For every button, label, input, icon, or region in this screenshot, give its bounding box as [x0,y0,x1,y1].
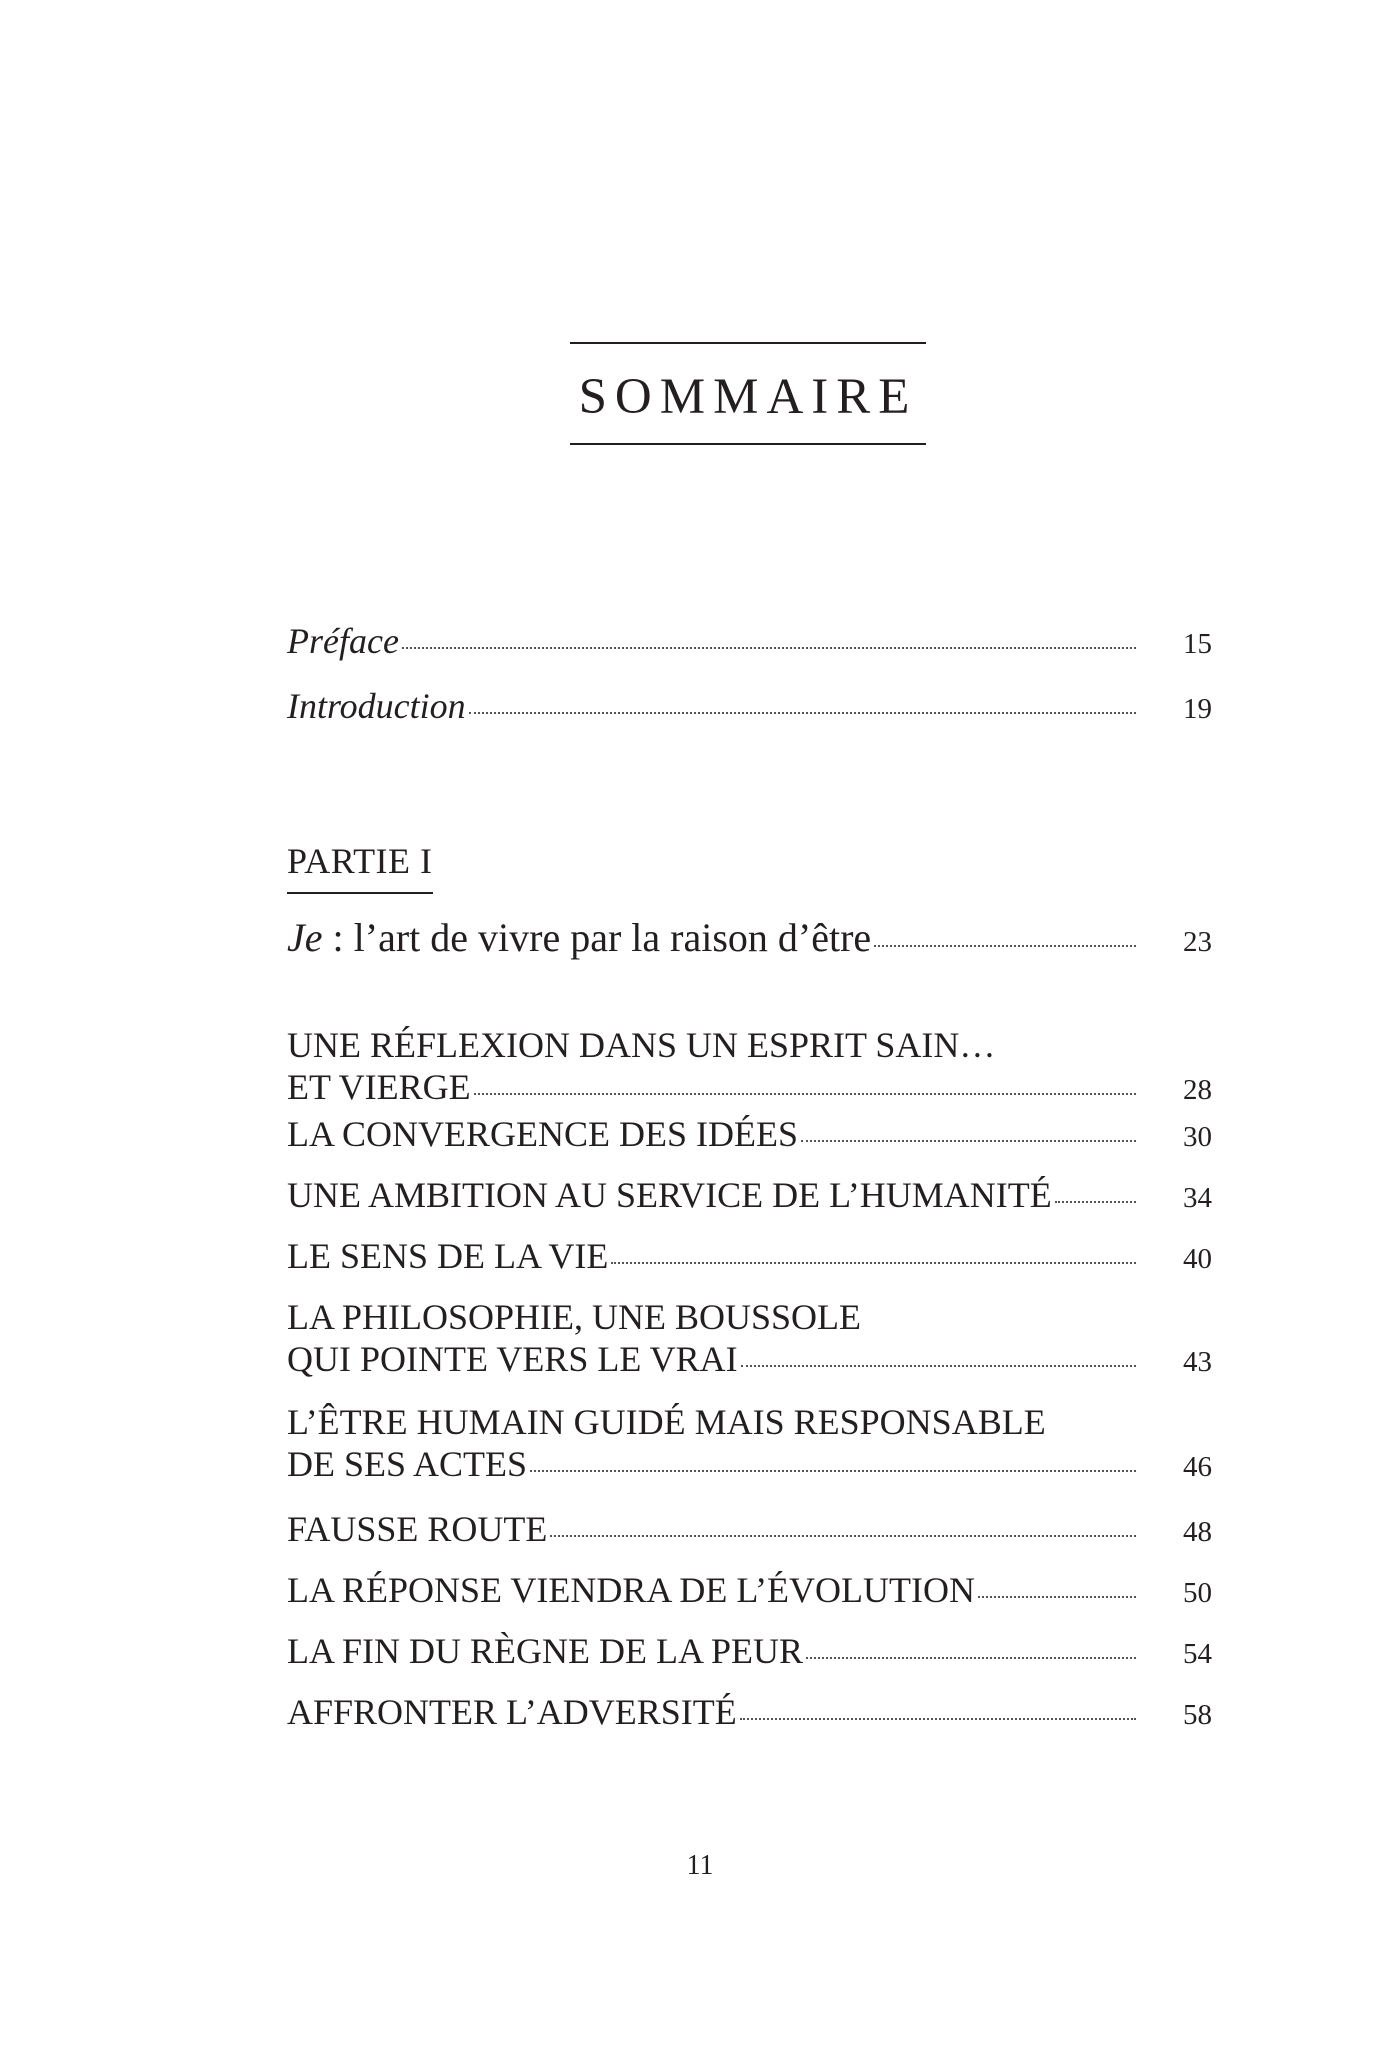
toc-entry-page: 58 [1183,1699,1212,1731]
dot-leader [874,945,1136,947]
toc-entry-label: UNE AMBITION AU SERVICE DE L’HUMANITÉ [287,1175,1052,1215]
title-rule-top [570,342,926,344]
toc-entry-page: 28 [1183,1074,1212,1106]
dot-leader [740,1718,1136,1720]
part-label: PARTIE I [287,840,433,894]
dot-leader [530,1470,1136,1472]
dot-leader [474,1093,1136,1095]
toc-entry-page: 30 [1183,1121,1212,1153]
dot-leader [469,712,1136,714]
toc-entry-label: FAUSSE ROUTE [287,1509,548,1549]
toc-entry-chapter[interactable] [287,1401,1212,1488]
dot-leader [806,1657,1136,1659]
toc-entry-label-line1: LA PHILOSOPHIE, UNE BOUSSOLE [287,1297,862,1337]
toc-entry-chapter[interactable] [287,1174,1212,1219]
dot-leader [1055,1201,1136,1203]
part-title [287,915,871,961]
page-title: SOMMAIRE [578,369,918,425]
toc-entry-page: 15 [1183,628,1212,660]
toc-entry-label-line1: L’ÊTRE HUMAIN GUIDÉ MAIS RESPONSABLE [287,1402,1046,1442]
dot-leader [611,1262,1136,1264]
toc-entry-label: LA CONVERGENCE DES IDÉES [287,1114,798,1154]
toc-entry-chapter[interactable] [287,1024,1212,1111]
toc-entry-preface[interactable] [287,620,1212,665]
toc-entry-label-line1: UNE RÉFLEXION DANS UN ESPRIT SAIN… [287,1025,996,1065]
toc-entry-label: Introduction [287,686,466,726]
toc-entry-page: 34 [1183,1182,1212,1214]
toc-entry-page: 40 [1183,1243,1212,1275]
toc-entry-chapter[interactable] [287,1508,1212,1553]
dot-leader [801,1140,1136,1142]
toc-entry-chapter[interactable] [287,1296,1212,1383]
toc-entry-label: Préface [287,621,399,661]
toc-entry-chapter[interactable] [287,1569,1212,1614]
dot-leader [978,1596,1136,1598]
toc-entry-label: LA RÉPONSE VIENDRA DE L’ÉVOLUTION [287,1570,975,1610]
toc-entry-chapter[interactable] [287,1113,1212,1158]
toc-entry-chapter[interactable] [287,1630,1212,1675]
toc-entry-label: ET VIERGE [287,1067,471,1107]
toc-entry-label: QUI POINTE VERS LE VRAI [287,1339,738,1379]
page-number: 11 [686,1850,714,1881]
toc-entry-page: 23 [1183,926,1212,958]
toc-entry-label: DE SES ACTES [287,1444,528,1484]
dot-leader [550,1535,1136,1537]
toc-entry-page: 54 [1183,1638,1212,1670]
toc-entry-introduction[interactable] [287,685,1212,730]
dot-leader [741,1365,1136,1367]
toc-entry-page: 43 [1183,1346,1212,1378]
toc-entry-label: LE SENS DE LA VIE [287,1236,609,1276]
toc-entry-page: 48 [1183,1516,1212,1548]
dot-leader [402,647,1136,649]
toc-entry-label: LA FIN DU RÈGNE DE LA PEUR [287,1631,804,1671]
toc-entry-chapter[interactable] [287,1691,1212,1736]
toc-entry-page: 46 [1183,1451,1212,1483]
part-title-prefix: Je [287,915,323,960]
toc-entry-part-title[interactable] [287,915,1212,965]
title-rule-bottom [570,443,926,445]
toc-entry-page: 19 [1183,693,1212,725]
part-title-rest: : l’art de vivre par la raison d’être [322,915,872,960]
toc-entry-label: AFFRONTER L’ADVERSITÉ [287,1692,737,1732]
toc-entry-chapter[interactable] [287,1235,1212,1280]
toc-entry-page: 50 [1183,1577,1212,1609]
